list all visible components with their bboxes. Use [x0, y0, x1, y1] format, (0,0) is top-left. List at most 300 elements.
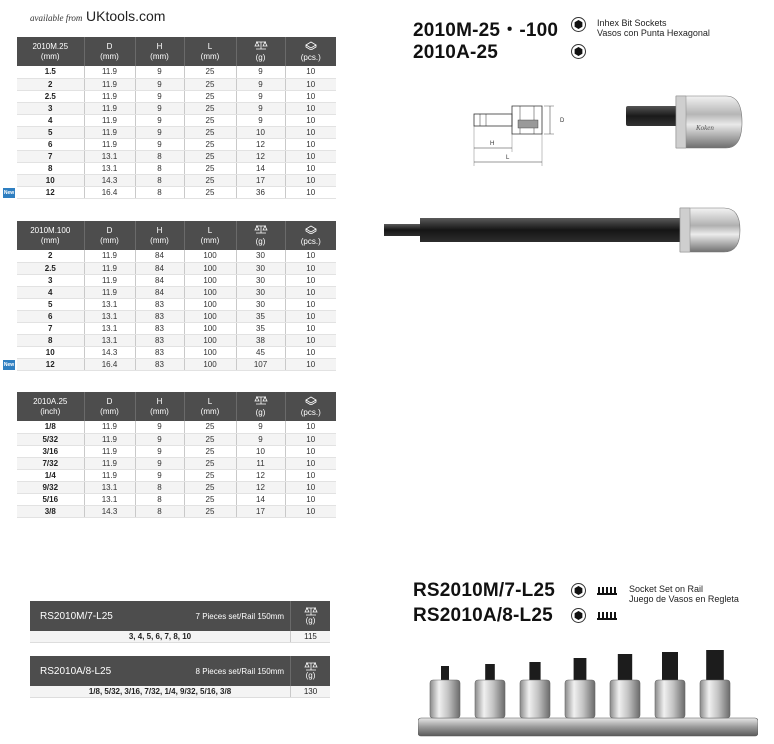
col-header-pcs — [285, 392, 336, 421]
size-cell — [17, 346, 84, 358]
weight-cell: 10 — [236, 445, 285, 457]
table-row — [17, 162, 336, 174]
h-cell: 83 — [135, 346, 184, 358]
pcs-cell: 10 — [285, 78, 336, 90]
h-cell: 8 — [135, 186, 184, 198]
d-cell: 13.1 — [84, 493, 135, 505]
weight-cell: 9 — [236, 114, 285, 126]
size-value: 5/16 — [42, 494, 59, 504]
d-cell: 11.9 — [84, 66, 135, 78]
short-socket-image — [622, 88, 746, 156]
pcs-cell: 10 — [285, 250, 336, 262]
l-cell: 25 — [184, 78, 236, 90]
product2-desc-es: Juego de Vasos en Regleta — [629, 594, 739, 604]
l-cell: 25 — [184, 102, 236, 114]
table-row — [17, 150, 336, 162]
size-cell — [17, 262, 84, 274]
mm-unit: (mm) — [200, 235, 220, 245]
size-value: 8 — [48, 335, 53, 345]
scale-icon — [304, 607, 318, 616]
table-row — [17, 322, 336, 334]
size-value: 5/32 — [42, 434, 59, 444]
size-cell — [17, 421, 84, 433]
size-value: 6 — [48, 311, 53, 321]
d-cell: 13.1 — [84, 310, 135, 322]
l-cell: 25 — [184, 66, 236, 78]
col-header-weight — [236, 221, 285, 250]
h-cell: 8 — [135, 493, 184, 505]
size-cell — [17, 310, 84, 322]
pcs-cell: 10 — [285, 162, 336, 174]
l-cell: 100 — [184, 274, 236, 286]
col-header-h — [135, 221, 184, 250]
size-value: 7 — [48, 323, 53, 333]
source-prefix: available from — [30, 13, 83, 23]
size-value: 3 — [48, 103, 53, 113]
weight-cell: 107 — [236, 358, 285, 370]
l-cell: 100 — [184, 310, 236, 322]
size-value: 1/8 — [44, 422, 56, 432]
size-value: 3/16 — [42, 446, 59, 456]
mm-unit: (mm) — [150, 235, 169, 245]
product2-title-line2: RS2010A/8-L25 — [413, 605, 553, 626]
rail-set-weight: 130 — [290, 686, 330, 697]
d-cell: 11.9 — [84, 286, 135, 298]
weight-cell: 9 — [236, 421, 285, 433]
l-cell: 100 — [184, 262, 236, 274]
weight-unit: (g) — [305, 670, 316, 680]
pcs-cell: 10 — [285, 262, 336, 274]
weight-cell: 9 — [236, 78, 285, 90]
pcs-cell: 10 — [285, 445, 336, 457]
pcs-cell: 10 — [285, 298, 336, 310]
table-row — [17, 481, 336, 493]
g-unit: (g) — [255, 52, 266, 62]
size-value: 5 — [48, 299, 53, 309]
rail-socket — [565, 658, 595, 718]
size-cell — [17, 90, 84, 102]
size-value: 3/8 — [44, 506, 56, 516]
col-header-l — [184, 37, 236, 66]
pcs-cell: 10 — [285, 457, 336, 469]
pcs-cell: 10 — [285, 505, 336, 517]
size-value: 2 — [48, 79, 53, 89]
weight-cell: 17 — [236, 174, 285, 186]
pcs-cell: 10 — [285, 114, 336, 126]
l-cell: 25 — [184, 445, 236, 457]
pcs-cell: 10 — [285, 334, 336, 346]
rail-set-box-inch — [30, 656, 330, 698]
size-value: 4 — [48, 115, 53, 125]
h-cell: 84 — [135, 262, 184, 274]
size-cell — [17, 150, 84, 162]
pcs-cell: 10 — [285, 150, 336, 162]
table-row — [17, 346, 336, 358]
rail-set-desc: 7 Pieces set/Rail 150mm — [195, 611, 284, 621]
g-unit: (g) — [255, 407, 266, 417]
size-value: 8 — [48, 163, 53, 173]
d-cell: 14.3 — [84, 505, 135, 517]
l-cell: 25 — [184, 493, 236, 505]
h-cell: 9 — [135, 421, 184, 433]
col-header-pcs — [285, 37, 336, 66]
weight-cell: 45 — [236, 346, 285, 358]
source-site[interactable]: UKtools.com — [86, 8, 166, 24]
size-cell — [17, 274, 84, 286]
size-value: 2 — [48, 251, 53, 261]
size-cell — [17, 250, 84, 262]
l-cell: 25 — [184, 433, 236, 445]
weight-cell: 30 — [236, 262, 285, 274]
size-cell — [17, 322, 84, 334]
l-cell: 25 — [184, 126, 236, 138]
rail-set-code: RS2010A/8-L25 — [40, 665, 112, 677]
pcs-cell: 10 — [285, 493, 336, 505]
size-cell — [17, 66, 84, 78]
d-cell: 11.9 — [84, 126, 135, 138]
size-cell — [17, 286, 84, 298]
scale-icon — [254, 41, 268, 50]
h-cell: 83 — [135, 358, 184, 370]
d-cell: 11.9 — [84, 138, 135, 150]
l-label: L — [207, 41, 213, 51]
rail-set-sizes: 1/8, 5/32, 3/16, 7/32, 1/4, 9/32, 5/16, 3/8 — [88, 687, 232, 696]
l-cell: 25 — [184, 186, 236, 198]
l-label: L — [207, 396, 213, 406]
new-tag: New — [3, 361, 15, 368]
size-value: 1.5 — [44, 67, 56, 77]
table-code: 2010M.25 — [32, 41, 69, 51]
weight-cell: 10 — [236, 126, 285, 138]
h-cell: 83 — [135, 298, 184, 310]
pcs-cell: 10 — [285, 102, 336, 114]
weight-cell: 12 — [236, 138, 285, 150]
l-cell: 25 — [184, 138, 236, 150]
d-cell: 13.1 — [84, 162, 135, 174]
size-value: 2.5 — [44, 91, 56, 101]
table-code: 2010A.25 — [33, 396, 68, 406]
d-cell: 11.9 — [84, 90, 135, 102]
size-value: 12 — [45, 187, 55, 197]
size-cell — [17, 114, 84, 126]
size-value: 10 — [45, 175, 55, 185]
col-header-l — [184, 392, 236, 421]
rail-socket — [610, 654, 640, 718]
box-icon — [304, 225, 318, 234]
l-cell: 25 — [184, 457, 236, 469]
product1-title-line1: 2010M-25・-100 — [413, 20, 559, 41]
h-cell: 84 — [135, 250, 184, 262]
size-value: 6 — [48, 139, 53, 149]
h-cell: 83 — [135, 310, 184, 322]
table-row — [17, 78, 336, 90]
l-cell: 25 — [184, 481, 236, 493]
size-cell — [17, 334, 84, 346]
rail-socket — [655, 652, 685, 718]
table-row — [17, 250, 336, 262]
rail-set-box-metric — [30, 601, 330, 643]
h-cell: 9 — [135, 457, 184, 469]
table-row — [17, 286, 336, 298]
scale-icon — [254, 396, 268, 405]
table-row — [17, 186, 336, 198]
l-label: L — [207, 225, 213, 235]
size-cell — [17, 481, 84, 493]
d-cell: 13.1 — [84, 322, 135, 334]
h-cell: 9 — [135, 445, 184, 457]
table-row — [17, 138, 336, 150]
pcs-cell: 10 — [285, 138, 336, 150]
scale-icon — [254, 225, 268, 234]
weight-cell: 30 — [236, 250, 285, 262]
l-cell: 25 — [184, 469, 236, 481]
table-row — [17, 126, 336, 138]
rail-set-code: RS2010M/7-L25 — [40, 610, 113, 622]
weight-cell: 30 — [236, 298, 285, 310]
h-cell: 9 — [135, 433, 184, 445]
col-header-d — [84, 37, 135, 66]
h-cell: 9 — [135, 102, 184, 114]
pcs-unit: (pcs.) — [300, 407, 321, 417]
weight-unit: (g) — [305, 615, 316, 625]
rail-set-weight: 115 — [290, 631, 330, 642]
h-cell: 9 — [135, 114, 184, 126]
h-cell: 83 — [135, 334, 184, 346]
rail-icon — [597, 586, 617, 595]
spec-table — [3, 221, 336, 371]
size-value: 5 — [48, 127, 53, 137]
pcs-unit: (pcs.) — [300, 52, 321, 62]
hex-socket-icon — [571, 583, 586, 598]
l-cell: 25 — [184, 150, 236, 162]
scale-icon — [304, 662, 318, 671]
table-row — [17, 298, 336, 310]
table-row — [17, 66, 336, 78]
size-unit: (mm) — [40, 235, 60, 245]
pcs-cell: 10 — [285, 186, 336, 198]
table-row — [17, 334, 336, 346]
h-cell: 9 — [135, 138, 184, 150]
d-cell: 11.9 — [84, 250, 135, 262]
l-cell: 25 — [184, 114, 236, 126]
col-header-h — [135, 392, 184, 421]
weight-cell: 36 — [236, 186, 285, 198]
pcs-cell: 10 — [285, 469, 336, 481]
svg-text:Koken: Koken — [696, 124, 714, 132]
l-cell: 100 — [184, 286, 236, 298]
h-cell: 8 — [135, 150, 184, 162]
weight-cell: 9 — [236, 433, 285, 445]
size-cell — [17, 469, 84, 481]
size-cell — [3, 358, 84, 370]
d-cell: 14.3 — [84, 174, 135, 186]
pcs-cell: 10 — [285, 90, 336, 102]
d-cell: 13.1 — [84, 334, 135, 346]
l-cell: 100 — [184, 298, 236, 310]
pcs-cell: 10 — [285, 421, 336, 433]
h-cell: 83 — [135, 322, 184, 334]
col-header-size — [17, 392, 84, 421]
long-socket-image — [380, 200, 750, 260]
rail-set-sizes: 3, 4, 5, 6, 7, 8, 10 — [128, 632, 192, 641]
d-label: D — [106, 225, 113, 235]
weight-cell: 17 — [236, 505, 285, 517]
hex-socket-icon — [571, 608, 586, 623]
h-cell: 8 — [135, 174, 184, 186]
h-label: H — [156, 396, 163, 406]
table-row — [17, 102, 336, 114]
size-cell — [17, 102, 84, 114]
weight-cell: 14 — [236, 493, 285, 505]
h-label: H — [156, 41, 163, 51]
pcs-cell: 10 — [285, 322, 336, 334]
hex-socket-icon — [571, 44, 586, 59]
h-cell: 9 — [135, 66, 184, 78]
l-cell: 100 — [184, 322, 236, 334]
size-cell — [17, 505, 84, 517]
mm-unit: (mm) — [150, 51, 169, 61]
size-unit: (inch) — [40, 406, 61, 416]
mm-unit: (mm) — [150, 406, 169, 416]
mm-unit: (mm) — [100, 235, 119, 245]
l-cell: 25 — [184, 90, 236, 102]
pcs-cell: 10 — [285, 286, 336, 298]
size-cell — [17, 126, 84, 138]
l-cell: 25 — [184, 421, 236, 433]
weight-cell: 35 — [236, 322, 285, 334]
spec-table — [17, 392, 336, 518]
weight-cell: 12 — [236, 469, 285, 481]
product1-desc-en: Inhex Bit Sockets — [597, 18, 667, 28]
size-value: 9/32 — [42, 482, 59, 492]
h-cell: 9 — [135, 469, 184, 481]
h-cell: 84 — [135, 274, 184, 286]
source-credit — [30, 8, 165, 24]
d-cell: 11.9 — [84, 114, 135, 126]
size-cell — [17, 162, 84, 174]
pcs-cell: 10 — [285, 310, 336, 322]
rail-socket — [700, 650, 730, 718]
spec-table — [3, 37, 336, 199]
table-row — [17, 421, 336, 433]
box-icon — [304, 396, 318, 405]
table-row — [17, 274, 336, 286]
pcs-cell: 10 — [285, 66, 336, 78]
d-cell: 11.9 — [84, 457, 135, 469]
table-row — [17, 433, 336, 445]
size-cell — [17, 174, 84, 186]
table-code: 2010M.100 — [30, 225, 71, 235]
d-cell: 11.9 — [84, 78, 135, 90]
pcs-cell: 10 — [285, 481, 336, 493]
weight-cell: 9 — [236, 102, 285, 114]
pcs-cell: 10 — [285, 346, 336, 358]
table-row — [17, 114, 336, 126]
l-cell: 25 — [184, 174, 236, 186]
size-cell — [17, 493, 84, 505]
weight-cell: 12 — [236, 481, 285, 493]
d-label: D — [106, 396, 113, 406]
size-value: 3 — [48, 275, 53, 285]
col-header-d — [84, 392, 135, 421]
mm-unit: (mm) — [200, 51, 220, 61]
l-cell: 100 — [184, 250, 236, 262]
g-unit: (g) — [255, 236, 266, 246]
size-cell — [17, 78, 84, 90]
size-cell — [17, 457, 84, 469]
size-cell — [17, 445, 84, 457]
rail-icon — [597, 611, 617, 620]
weight-cell: 9 — [236, 66, 285, 78]
rail-set-desc: 8 Pieces set/Rail 150mm — [195, 666, 284, 676]
dimension-d-label: D — [560, 118, 565, 124]
table-row — [17, 457, 336, 469]
rail-socket — [520, 662, 550, 718]
pcs-cell: 10 — [285, 358, 336, 370]
h-cell: 9 — [135, 90, 184, 102]
product2-desc-en: Socket Set on Rail — [629, 584, 704, 594]
col-header-l — [184, 221, 236, 250]
dimension-h-label: H — [490, 141, 495, 147]
weight-cell: 35 — [236, 310, 285, 322]
d-cell: 13.1 — [84, 150, 135, 162]
pcs-cell: 10 — [285, 433, 336, 445]
table-row — [17, 174, 336, 186]
weight-cell: 9 — [236, 90, 285, 102]
col-header-d — [84, 221, 135, 250]
mm-unit: (mm) — [100, 406, 119, 416]
table-row — [17, 469, 336, 481]
size-value: 7 — [48, 151, 53, 161]
col-header-pcs — [285, 221, 336, 250]
size-value: 2.5 — [44, 263, 56, 273]
d-cell: 16.4 — [84, 358, 135, 370]
d-cell: 16.4 — [84, 186, 135, 198]
h-cell: 9 — [135, 78, 184, 90]
new-tag: New — [3, 189, 15, 196]
product1-title-line2: 2010A-25 — [413, 42, 499, 63]
weight-cell: 14 — [236, 162, 285, 174]
d-cell: 13.1 — [84, 481, 135, 493]
size-value: 12 — [45, 359, 55, 369]
l-cell: 100 — [184, 358, 236, 370]
table-row — [17, 310, 336, 322]
table-row — [17, 493, 336, 505]
d-cell: 11.9 — [84, 445, 135, 457]
size-value: 7/32 — [42, 458, 59, 468]
h-cell: 9 — [135, 126, 184, 138]
table-row — [17, 262, 336, 274]
table-row — [17, 505, 336, 517]
rail-set-image — [418, 640, 758, 740]
pcs-cell: 10 — [285, 274, 336, 286]
d-cell: 13.1 — [84, 298, 135, 310]
pcs-unit: (pcs.) — [300, 236, 321, 246]
h-cell: 8 — [135, 481, 184, 493]
col-header-h — [135, 37, 184, 66]
size-value: 4 — [48, 287, 53, 297]
box-icon — [304, 41, 318, 50]
dimension-l-label: L — [506, 155, 510, 161]
weight-cell: 11 — [236, 457, 285, 469]
rail-socket — [430, 666, 460, 718]
col-header-weight — [236, 37, 285, 66]
d-cell: 14.3 — [84, 346, 135, 358]
l-cell: 25 — [184, 505, 236, 517]
h-cell: 8 — [135, 505, 184, 517]
d-cell: 11.9 — [84, 433, 135, 445]
size-cell — [17, 433, 84, 445]
